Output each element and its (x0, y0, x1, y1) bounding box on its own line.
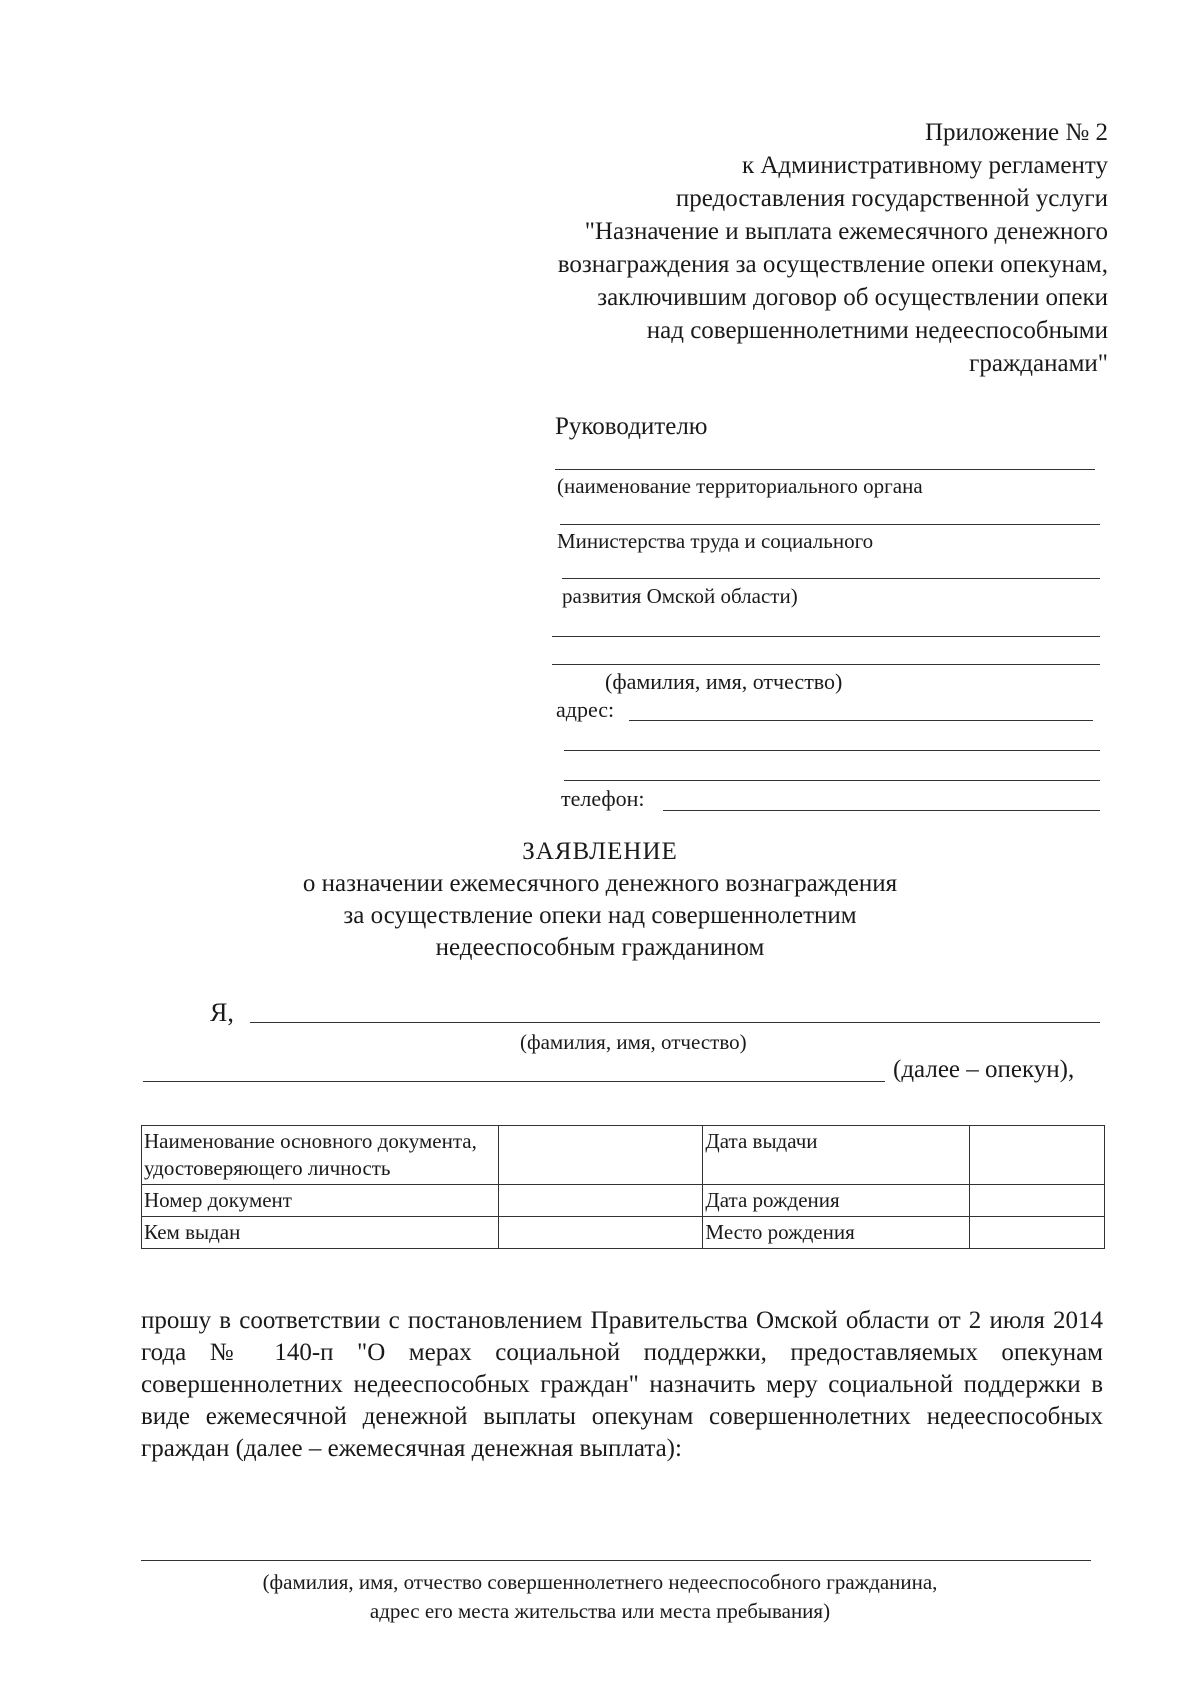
ya-label: Я, (210, 998, 234, 1027)
org-caption-1: (наименование территориального органа (557, 474, 923, 498)
ward-info-line[interactable] (141, 1560, 1091, 1561)
org-name-line-2[interactable] (560, 524, 1100, 525)
appendix-line: заключившим договор об осуществлении опеки (597, 284, 1108, 311)
ward-info-caption (0, 1568, 1200, 1626)
org-caption-2: Министерства труда и социального (557, 529, 874, 553)
phone-line[interactable] (663, 810, 1100, 811)
title-sub-2: за осуществление опеки над совершеннолетним (343, 902, 857, 929)
issued-by-label: Кем выдан (142, 1217, 499, 1249)
phone-label: телефон: (561, 786, 645, 811)
table-row (142, 1126, 1105, 1185)
table-row (142, 1185, 1105, 1217)
statement-title (0, 836, 1200, 964)
fio-line-2[interactable] (552, 664, 1100, 665)
birth-date-cell[interactable] (970, 1185, 1105, 1217)
fio-caption: (фамилия, имя, отчество) (605, 669, 843, 694)
identity-document-table (141, 1125, 1105, 1249)
birth-place-cell[interactable] (970, 1217, 1105, 1249)
birth-date-label: Дата рождения (703, 1185, 970, 1217)
appendix-header (468, 116, 1108, 380)
appendix-line: "Назначение и выплата ежемесячного денежного (584, 218, 1108, 245)
ward-caption-2: адрес его места жительства или места пребывания) (369, 1599, 831, 1623)
recipient-block (555, 412, 1100, 811)
document-number-label: Номер документ (142, 1185, 499, 1217)
address-line-3[interactable] (564, 780, 1100, 781)
org-name-line-3[interactable] (562, 578, 1100, 579)
birth-place-label: Место рождения (703, 1217, 970, 1249)
org-name-line-1[interactable] (555, 469, 1095, 470)
ward-caption-1: (фамилия, имя, отчество совершеннолетнего недееспособного гражданина, (262, 1570, 938, 1594)
title-sub-3: недееспособным гражданином (435, 934, 765, 961)
table-row (142, 1217, 1105, 1249)
appendix-line: предоставления государственной услуги (675, 185, 1108, 212)
address-line-1[interactable] (629, 720, 1093, 721)
document-name-label: Наименование основного документа, удостоверяющего личность (142, 1126, 499, 1185)
recipient-heading: Руководителю (555, 413, 708, 440)
title-main: ЗАЯВЛЕНИЕ (522, 838, 678, 865)
appendix-line: вознаграждения за осуществление опеки опекунам, (557, 251, 1108, 278)
applicant-fio-line[interactable] (250, 1022, 1100, 1023)
appendix-line: Приложение № 2 (924, 119, 1108, 146)
request-paragraph: прошу в соответствии с постановлением Правительства Омской области от 2 июля 2014 года № 140-п "О мерах социальной поддержки, предоставляемых опекунам совершеннолетних недееспособных граждан" назначить меру социальной поддержки в виде ежемесячной денежной выплаты опекунам совершеннолетних недееспособных граждан (далее – ежемесячная денежная выплата): (141, 1307, 1103, 1462)
appendix-line: над совершеннолетними недееспособными (646, 317, 1108, 344)
document-name-cell[interactable] (498, 1126, 703, 1185)
address-label: адрес: (556, 697, 615, 722)
org-caption-3: развития Омской области) (562, 584, 798, 608)
applicant-fio-caption: (фамилия, имя, отчество) (520, 1030, 747, 1054)
applicant-fio-line-2[interactable] (143, 1081, 885, 1082)
issue-date-label: Дата выдачи (703, 1126, 970, 1185)
opekun-text: (далее – опекун), (893, 1056, 1075, 1083)
title-sub-1: о назначении ежемесячного денежного вознаграждения (302, 870, 898, 897)
fio-line-1[interactable] (552, 636, 1100, 637)
appendix-line: к Административному регламенту (741, 152, 1108, 179)
issued-by-cell[interactable] (498, 1217, 703, 1249)
address-line-2[interactable] (564, 750, 1100, 751)
appendix-line: гражданами" (969, 350, 1108, 377)
issue-date-cell[interactable] (970, 1126, 1105, 1185)
document-number-cell[interactable] (498, 1185, 703, 1217)
